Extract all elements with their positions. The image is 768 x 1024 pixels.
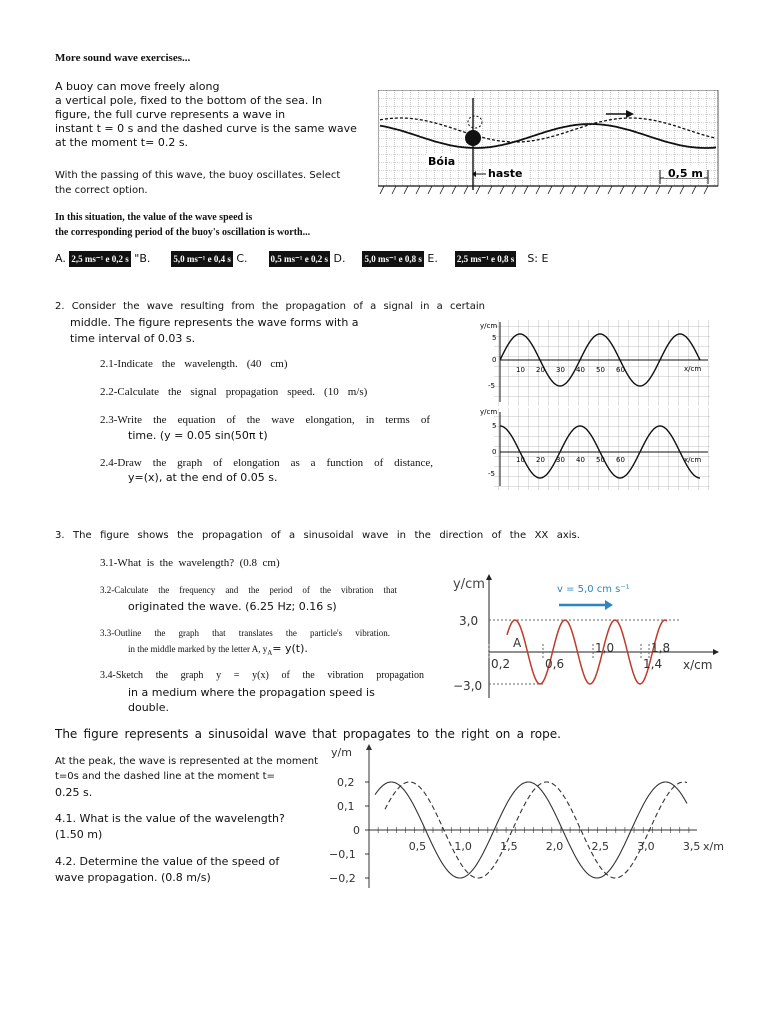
- q1-intro-line: a vertical pole, fixed to the bottom of the sea. In: [55, 94, 323, 107]
- xtick: 2,0: [545, 840, 564, 853]
- word: of: [226, 414, 236, 426]
- word: The: [55, 727, 78, 741]
- option-d-letter: D.: [333, 252, 346, 265]
- word: represents: [124, 727, 189, 741]
- word: 2.2-Calculate: [100, 386, 159, 398]
- word: elongation,: [305, 414, 355, 426]
- word: and: [225, 585, 239, 595]
- top-ytick: 5: [492, 334, 497, 342]
- word: vibration.: [355, 628, 390, 638]
- floor-hatch: [464, 186, 468, 194]
- word: the: [161, 358, 176, 370]
- answer-label: S: E: [527, 252, 549, 265]
- floor-hatch: [572, 186, 576, 194]
- floor-hatch: [392, 186, 396, 194]
- word: a: [194, 727, 203, 741]
- floor-hatch: [656, 186, 660, 194]
- floor-hatch: [668, 186, 672, 194]
- word: vibration: [327, 670, 364, 681]
- q3-item3-cont-end: = y(t).: [272, 642, 308, 655]
- word: the: [414, 530, 431, 541]
- floor-hatch: [404, 186, 408, 194]
- bottom-ytick: 5: [492, 422, 497, 430]
- q1-intro-line: at the moment t= 0.2 s.: [55, 136, 189, 149]
- xtick: 0,6: [545, 657, 565, 671]
- word: propagation: [285, 301, 346, 312]
- q1-intro: [55, 80, 357, 150]
- floor-hatch: [488, 186, 492, 194]
- word: translates: [238, 628, 273, 638]
- top-y-label: y/cm: [480, 322, 498, 330]
- q1-situation-text: [55, 210, 310, 240]
- q2-graphs: [478, 316, 713, 492]
- xtick: 0,2: [491, 657, 511, 671]
- ytick: 0,2: [337, 776, 355, 789]
- word: right: [461, 727, 490, 741]
- xtick: 20: [536, 456, 545, 464]
- word: signal: [383, 301, 414, 312]
- top-x-label: x/cm: [684, 365, 702, 373]
- word: y(x): [252, 670, 269, 681]
- word: figure: [100, 530, 130, 541]
- bottom-x-label: x/cm: [684, 456, 702, 464]
- word: graph: [177, 457, 203, 469]
- q1-situation-line: In this situation, the value of the wave speed is: [55, 212, 253, 223]
- option-b-letter: "B.: [134, 252, 151, 265]
- word: the: [319, 585, 331, 595]
- word: 3.: [55, 530, 65, 541]
- word: The: [73, 530, 92, 541]
- word: y: [216, 670, 222, 681]
- bottom-ytick: -5: [488, 470, 495, 478]
- xtick: 0,5: [408, 840, 427, 853]
- word: terms: [385, 414, 410, 426]
- word: function: [326, 457, 364, 469]
- xtick: 3,0: [637, 840, 655, 853]
- q4-item2-cont: wave propagation. (0.8 m/s): [55, 871, 211, 884]
- q1-intro-line: A buoy can move freely along: [55, 80, 220, 93]
- word: the: [167, 386, 182, 398]
- floor-hatch: [476, 186, 480, 194]
- word: the: [152, 457, 167, 469]
- word: a: [288, 530, 296, 541]
- xtick: 40: [576, 366, 585, 374]
- word: rope.: [530, 727, 561, 741]
- word: 3.3-Outline: [100, 628, 142, 638]
- xtick: 2,5: [591, 840, 609, 853]
- ytick: −3,0: [453, 679, 483, 693]
- q2-line3: time interval of 0.03 s.: [70, 332, 196, 345]
- word: in: [396, 530, 406, 541]
- q3-item3-sub: A: [267, 648, 273, 657]
- floor-hatch: [632, 186, 636, 194]
- word: =: [233, 670, 240, 681]
- floor-hatch: [536, 186, 540, 194]
- q4-item2: 4.2. Determine the value of the speed of: [55, 855, 280, 868]
- q2-item4: [100, 456, 433, 470]
- word: propagation: [376, 670, 424, 681]
- q2-item1: [100, 357, 297, 371]
- q4-line3: t=0s and the dashed line at the moment t=: [55, 771, 275, 782]
- q2-item2: [100, 385, 376, 399]
- xtick: 20: [536, 366, 545, 374]
- scale-label: 0,5 m: [668, 167, 703, 180]
- q1-intro-line: figure, the full curve represents a wave in: [55, 108, 286, 121]
- xtick: 3,5: [682, 840, 701, 853]
- floor-ticks: [380, 186, 708, 194]
- xtick: 30: [556, 366, 565, 374]
- word: propagation: [201, 530, 263, 541]
- xticks: [409, 840, 701, 853]
- q3-item4-cont2: double.: [128, 701, 169, 714]
- xtick: 10: [516, 366, 525, 374]
- word: from: [231, 301, 255, 312]
- q3-item2-cont: originated the wave. (6.25 Hz; 0.16 s): [128, 600, 337, 613]
- word: the: [261, 301, 279, 312]
- q2-item3: [100, 413, 430, 427]
- buoy-label: Bóia: [428, 155, 456, 168]
- word: certain: [450, 301, 485, 312]
- floor-hatch: [524, 186, 528, 194]
- word: speed.: [287, 386, 316, 398]
- word: the: [123, 301, 140, 312]
- word: Consider: [71, 301, 116, 312]
- floor-hatch: [548, 186, 552, 194]
- q4-line2: At the peak, the wave is represented at the moment: [55, 756, 319, 767]
- word: graph: [180, 670, 204, 681]
- floor-hatch: [428, 186, 432, 194]
- q2-item4-cont: y=(x), at the end of 0.05 s.: [128, 471, 278, 484]
- word: the: [246, 414, 261, 426]
- velocity-label: v = 5,0 cm s⁻¹: [557, 584, 630, 595]
- x-label: x/cm: [683, 658, 713, 672]
- word: 2.4-Draw: [100, 457, 142, 469]
- word: wavelength.: [184, 358, 238, 370]
- ytick: 0: [353, 824, 360, 837]
- q4-line4: 0.25 s.: [55, 786, 93, 799]
- q1-situation-line: the corresponding period of the buoy's oscillation is worth...: [55, 227, 311, 238]
- y-label: y/m: [331, 746, 352, 759]
- q4-line1: [55, 727, 561, 742]
- word: sinusoidal: [303, 530, 354, 541]
- floor-hatch: [500, 186, 504, 194]
- buoy: [465, 130, 481, 146]
- buoy-wave-figure: [378, 90, 720, 198]
- word: period: [269, 585, 293, 595]
- floor-hatch: [596, 186, 600, 194]
- q4-graph: [325, 742, 725, 892]
- word: that: [212, 628, 226, 638]
- q3-graph: [445, 572, 725, 700]
- xtick: 50: [596, 366, 605, 374]
- word: graph: [178, 628, 199, 638]
- xtick: 1,0: [595, 641, 615, 655]
- word: wave: [146, 301, 174, 312]
- xtick: 1,8: [651, 641, 671, 655]
- word: a: [370, 301, 377, 312]
- word: in: [365, 414, 375, 426]
- option-a-letter: A.: [55, 252, 66, 265]
- word: of: [374, 457, 384, 469]
- word: the: [155, 670, 168, 681]
- xtick: 10: [516, 456, 525, 464]
- y-label: y/cm: [453, 577, 485, 592]
- floor-hatch: [704, 186, 708, 194]
- q1-passing-text: [55, 168, 340, 198]
- floor-hatch: [440, 186, 444, 194]
- q3-item1: 3.1-What is the wavelength? (0.8 cm): [100, 557, 280, 569]
- word: wave: [271, 414, 295, 426]
- word: figure: [83, 727, 119, 741]
- word: on: [495, 727, 511, 741]
- floor-hatch: [380, 186, 384, 194]
- word: wave: [362, 530, 389, 541]
- q3-line1: [55, 529, 580, 542]
- word: of: [420, 414, 430, 426]
- point-a-label: A: [513, 636, 522, 650]
- word: shows: [137, 530, 169, 541]
- word: distance,: [394, 457, 433, 469]
- page-title: More sound wave exercises...: [55, 52, 191, 64]
- word: propagation: [225, 386, 279, 398]
- x-axis-arrow-icon: [713, 649, 719, 655]
- y-axis-arrow-icon: [486, 574, 492, 580]
- word: vibration: [340, 585, 374, 595]
- word: (10: [324, 386, 339, 398]
- floor-hatch: [416, 186, 420, 194]
- word: a: [310, 457, 316, 469]
- word: of: [353, 301, 363, 312]
- q3-item2: [100, 584, 397, 596]
- q3-item3-cont: [128, 642, 308, 660]
- word: of: [302, 585, 310, 595]
- xtick: 40: [576, 456, 585, 464]
- bottom-y-label: y/cm: [480, 408, 498, 416]
- floor-hatch: [680, 186, 684, 194]
- word: particle's: [310, 628, 343, 638]
- floor-hatch: [452, 186, 456, 194]
- word: (40: [246, 358, 262, 370]
- word: m/s): [347, 386, 368, 398]
- top-ytick: 0: [492, 356, 497, 364]
- xtick: 50: [596, 456, 605, 464]
- word: to: [416, 727, 429, 741]
- pole-label: haste: [488, 167, 523, 180]
- word: 3.2-Calculate: [100, 585, 149, 595]
- word: 2.3-Write: [100, 414, 143, 426]
- floor-hatch: [692, 186, 696, 194]
- q2-item3-cont: time. (y = 0.05 sin(50π t): [128, 429, 268, 442]
- floor-hatch: [608, 186, 612, 194]
- q1-passing-line: the correct option.: [55, 185, 148, 196]
- word: elongation: [233, 457, 280, 469]
- word: frequency: [179, 585, 216, 595]
- word: the: [248, 585, 260, 595]
- option-d-value: 5,0 ms⁻¹ e 0,8 s: [362, 251, 423, 267]
- word: sinusoidal: [208, 727, 269, 741]
- bottom-grid: [494, 408, 710, 490]
- q3-item3-cont-text: in the middle marked by the letter A, y: [128, 644, 268, 654]
- q3-item3: [100, 627, 390, 639]
- xtick: 60: [616, 366, 625, 374]
- option-c-value: 0,5 ms⁻¹ e 0,2 s: [269, 251, 330, 267]
- word: the: [509, 530, 527, 541]
- word: the: [177, 530, 194, 541]
- word: resulting: [180, 301, 225, 312]
- ytick: 0,1: [337, 800, 355, 813]
- word: 2.: [55, 301, 65, 312]
- word: the: [285, 628, 297, 638]
- word: of: [213, 457, 223, 469]
- option-a-value: 2,5 ms⁻¹ e 0,2 s: [69, 251, 130, 267]
- q4-item1-answer: (1.50 m): [55, 828, 103, 841]
- word: of: [270, 530, 281, 541]
- floor-hatch: [644, 186, 648, 194]
- yticks: [329, 776, 369, 885]
- word: 2.1-Indicate: [100, 358, 153, 370]
- option-c-letter: C.: [236, 252, 248, 265]
- q2-line1: [55, 300, 485, 313]
- y-axis-arrow-icon: [366, 744, 372, 750]
- word: cm): [270, 358, 288, 370]
- xtick: 1,0: [454, 840, 472, 853]
- bottom-ytick: 0: [492, 448, 497, 456]
- word: the: [153, 414, 167, 426]
- x-label: x/m: [703, 840, 724, 853]
- option-e-value: 2,5 ms⁻¹ e 0,8 s: [455, 251, 516, 267]
- q4-item1: 4.1. What is the value of the wavelength?: [55, 812, 285, 825]
- floor-hatch: [560, 186, 564, 194]
- option-b-value: 5,0 ms⁻¹ e 0,4 s: [171, 251, 232, 267]
- word: propagates: [342, 727, 411, 741]
- xtick: 60: [616, 456, 625, 464]
- word: the: [435, 727, 455, 741]
- word: 3.4-Sketch: [100, 670, 144, 681]
- option-e-letter: E.: [427, 252, 438, 265]
- floor-hatch: [512, 186, 516, 194]
- word: the: [158, 585, 170, 595]
- ytick: 3,0: [459, 614, 479, 628]
- word: the: [302, 670, 315, 681]
- word: that: [312, 727, 337, 741]
- floor-hatch: [584, 186, 588, 194]
- top-grid: [494, 320, 710, 406]
- word: equation: [177, 414, 216, 426]
- ytick: −0,2: [329, 872, 356, 885]
- word: of: [491, 530, 502, 541]
- word: XX: [534, 530, 549, 541]
- q1-intro-line: instant t = 0 s and the dashed curve is the same wave: [55, 122, 357, 135]
- word: the: [154, 628, 166, 638]
- q3-item4: [100, 670, 424, 682]
- word: as: [290, 457, 300, 469]
- q1-options: [55, 251, 548, 267]
- xtick: 1,5: [500, 840, 518, 853]
- word: wave: [274, 727, 307, 741]
- word: a: [436, 301, 443, 312]
- top-ytick: -5: [488, 382, 495, 390]
- q2-line2: middle. The figure represents the wave forms with a: [70, 316, 359, 329]
- word: of: [281, 670, 290, 681]
- word: that: [383, 585, 397, 595]
- floor-hatch: [620, 186, 624, 194]
- xtick: 1,4: [643, 657, 663, 671]
- q1-passing-line: With the passing of this wave, the buoy oscillates. Select: [55, 170, 341, 181]
- velocity-arrow-head-icon: [605, 600, 613, 610]
- word: direction: [439, 530, 484, 541]
- word: axis.: [556, 530, 580, 541]
- word: signal: [190, 386, 217, 398]
- q3-item4-cont1: in a medium where the propagation speed is: [128, 686, 375, 699]
- xtick: 30: [556, 456, 565, 464]
- word: in: [420, 301, 430, 312]
- ytick: −0,1: [329, 848, 356, 861]
- word: a: [516, 727, 524, 741]
